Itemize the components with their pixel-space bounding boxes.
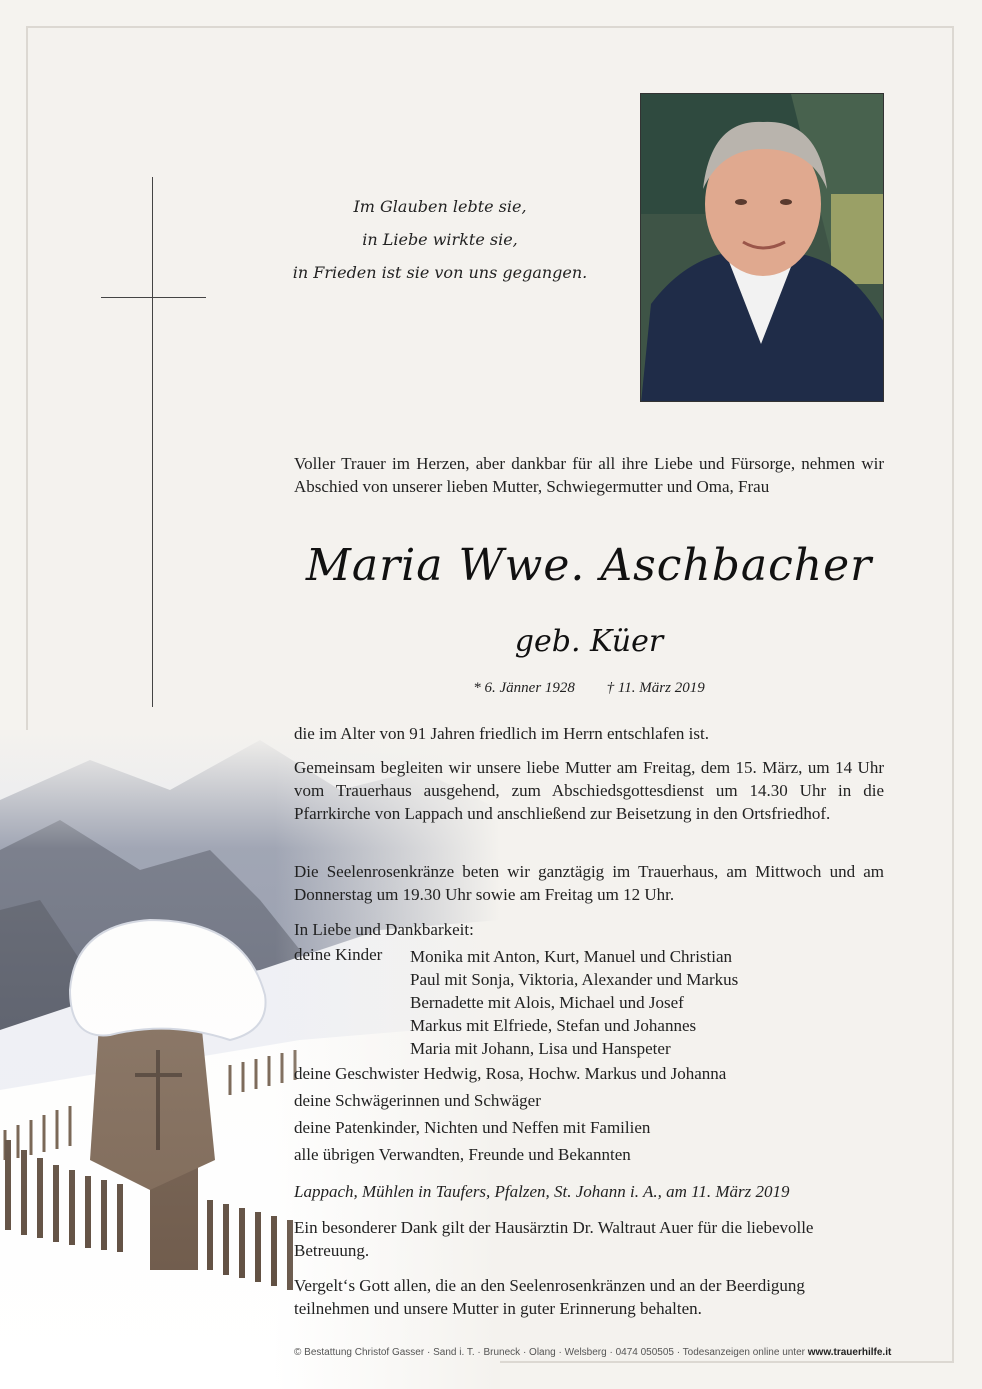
- death-date: † 11. März 2019: [606, 680, 705, 696]
- list-item: deine Geschwister Hedwig, Rosa, Hochw. Markus und Johanna: [294, 1064, 727, 1083]
- age-line: die im Alter von 91 Jahren friedlich im Herrn entschlafen ist.: [294, 724, 709, 743]
- thanks-doctor-paragraph: Ein besonderer Dank gilt der Hausärztin Dr. Waltraut Auer für die liebevolle Betreuung.: [294, 1218, 814, 1260]
- list-item: Markus mit Elfriede, Stefan und Johannes: [410, 1016, 697, 1035]
- intro-paragraph: Voller Trauer im Herzen, aber dankbar für all ihre Liebe und Fürsorge, nehmen wir Abschied von unserer lieben Mutter, Schwiegermutter und Oma, Frau: [294, 454, 884, 496]
- list-item: Monika mit Anton, Kurt, Manuel und Christian: [410, 947, 733, 966]
- children-label: deine Kinder: [294, 945, 383, 964]
- rosary-paragraph: Die Seelenrosenkränze beten wir ganztägig im Trauerhaus, am Mittwoch und am Donnerstag um 19.30 Uhr sowie am Freitag um 12 Uhr.: [294, 862, 884, 904]
- motto-verse: [280, 190, 600, 289]
- footer-link[interactable]: www.trauerhilfe.it: [807, 1347, 892, 1358]
- list-item: Bernadette mit Alois, Michael und Josef: [410, 993, 684, 1012]
- motto-line: in Liebe wirkte sie,: [362, 230, 518, 249]
- thanks-all-paragraph: Vergelt‘s Gott allen, die an den Seelenrosenkränzen und an der Beerdigung teilnehmen und unsere Mutter in guter Erinnerung behalten.: [294, 1276, 805, 1318]
- list-item: Maria mit Johann, Lisa und Hanspeter: [410, 1039, 671, 1058]
- birth-date: * 6. Jänner 1928: [473, 680, 575, 696]
- footer-text: © Bestattung Christof Gasser · Sand i. T. · Bruneck · Olang · Welsberg · 0474 050505 · Todesanzeigen online unter: [294, 1347, 808, 1358]
- maiden-name: geb. Küer: [514, 624, 664, 659]
- list-item: Paul mit Sonja, Viktoria, Alexander und Markus: [410, 970, 739, 989]
- portrait-photo: [640, 93, 884, 402]
- children-list: [410, 945, 738, 1060]
- gratitude-line: In Liebe und Dankbarkeit:: [294, 920, 474, 939]
- deceased-name: Maria Wwe. Aschbacher: [305, 540, 873, 591]
- list-item: deine Patenkinder, Nichten und Neffen mit Familien: [294, 1118, 651, 1137]
- place-date-line: Lappach, Mühlen in Taufers, Pfalzen, St. Johann i. A., am 11. März 2019: [294, 1182, 790, 1201]
- footer-credit: [294, 1347, 954, 1358]
- funeral-paragraph: Gemeinsam begleiten wir unsere liebe Mutter am Freitag, dem 15. März, um 14 Uhr vom Trauerhaus ausgehend, zum Abschiedsgottesdienst um 14.30 Uhr in die Pfarrkirche von Lappach und anschließend zur Beisetzung in den Ortsfriedhof.: [294, 758, 884, 823]
- motto-line: Im Glauben lebte sie,: [353, 197, 527, 216]
- list-item: alle übrigen Verwandten, Freunde und Bekannten: [294, 1145, 631, 1164]
- life-dates: [294, 680, 884, 697]
- cross-horizontal-bar: [101, 297, 206, 298]
- list-item: deine Schwägerinnen und Schwäger: [294, 1091, 541, 1110]
- cross-vertical-bar: [152, 177, 153, 707]
- motto-line: in Frieden ist sie von uns gegangen.: [292, 263, 588, 282]
